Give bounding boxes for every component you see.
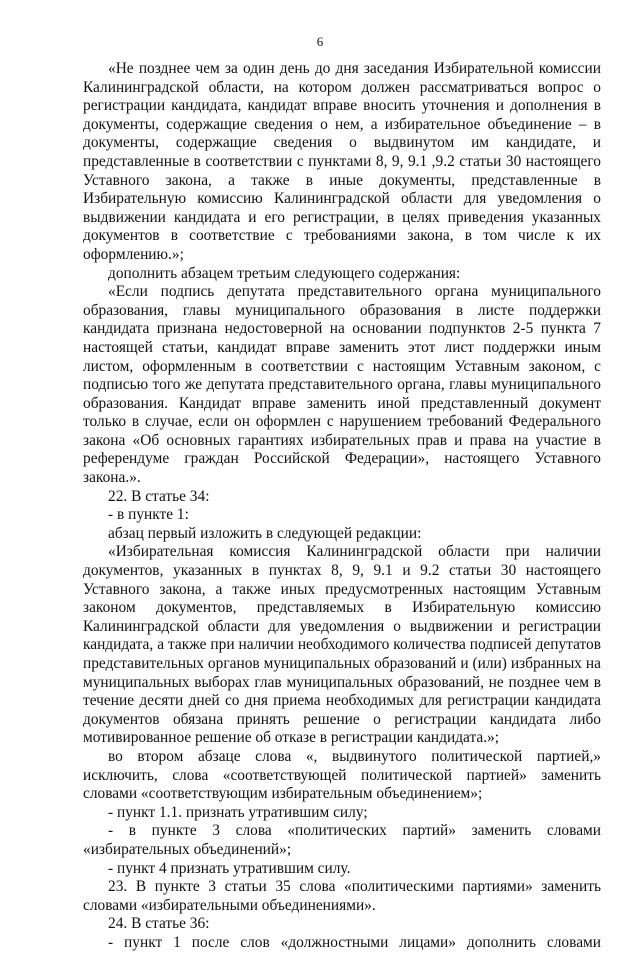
paragraph-point-1-1: - пункт 1.1. признать утратившим силу; bbox=[108, 803, 368, 821]
paragraph-quote-signature: «Если подпись депутата представительного органа муниципального образования, главы муниципального образования в листе поддержки кандидата признана недостоверной на основании подпунктов 2-5 пункта 7 настоящей статьи, кандидат вправе заменить этот лист поддержки иным листом, оформленным в соответствии с настоящим Уставным законом, с подписью того же депутата представительного органа, главы муниципального образования. Кандидат вправе заменить иной представленный документ только в случае, если он оформлен с нарушением требований Федерального закона «Об основных гарантиях избирательных прав и права на участие в референдуме граждан Российской Федерации», настоящего Уставного закона.». bbox=[83, 283, 601, 487]
page-number: 6 bbox=[316, 34, 324, 49]
document-body bbox=[83, 60, 601, 953]
paragraph-point-3: - в пункте 3 слова «политических партий» заменить словами «избирательных объединений»; bbox=[83, 822, 601, 858]
paragraph-first-abzac: абзац первый изложить в следующей редакции: bbox=[108, 524, 422, 542]
paragraph-quote-commission: «Избирательная комиссия Калининградской области при наличии документов, указанных в пунктах 8, 9, 9.1 и 9.2 статьи 30 настоящего Уставного закона, а также иных предусмотренных настоящим Уставным законом документов, представляемых в Избирательную комиссию Калининградской области для уведомления о выдвижении и регистрации кандидата, а также при наличии необходимого количества подписей депутатов представительных органов муниципальных образований и (или) избранных на муниципальных выборах глав муниципальных образований, не позднее чем в течение десяти дней со дня приема необходимых для регистрации кандидата документов обязана принять решение о регистрации кандидата либо мотивированное решение об отказе в регистрации кандидата.»; bbox=[83, 543, 601, 747]
paragraph-second-abzac: во втором абзаце слова «, выдвинутого политической партией,» исключить, слова «соответствующей политической партией» заменить словами «соответствующим избирательным объединением»; bbox=[83, 747, 601, 803]
paragraph-item-22: 22. В статье 34: bbox=[108, 487, 210, 505]
paragraph-add-third: дополнить абзацем третьим следующего содержания: bbox=[108, 264, 461, 282]
paragraph-quote-clarifications: «Не позднее чем за один день до дня заседания Избирательной комиссии Калининградской области, на котором должен рассматриваться вопрос о регистрации кандидата, кандидат вправе вносить уточнения и дополнения в документы, содержащие сведения о нем, а избирательное объединение – в документы, содержащие сведения о выдвинутом им кандидате, и представленные в соответствии с пунктами 8, 9, 9.1 ,9.2 статьи 30 настоящего Уставного закона, а также в иные документы, представленные в Избирательную комиссию Калининградской области для уведомления о выдвижении кандидата и его регистрации, в целях приведения указанных документов в соответствие с требованиями закона, в том числе к их оформлению.»; bbox=[83, 60, 601, 263]
paragraph-item-23: 23. В пункте 3 статьи 35 слова «политическими партиями» заменить словами «избирательными объединениями». bbox=[83, 878, 601, 914]
paragraph-point-4: - пункт 4 признать утратившим силу. bbox=[108, 859, 351, 877]
paragraph-item-24: 24. В статье 36: bbox=[108, 915, 210, 933]
paragraph-point-1-continued: - пункт 1 после слов «должностными лицами» дополнить словами bbox=[108, 933, 601, 951]
paragraph-point-1: - в пункте 1: bbox=[108, 506, 189, 524]
